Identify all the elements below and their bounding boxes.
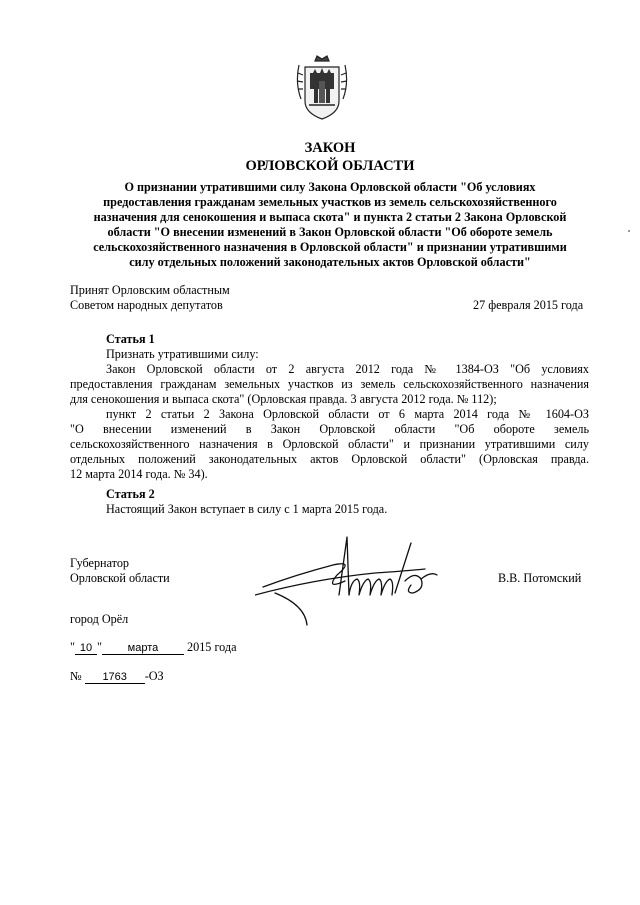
- governor-name: В.В. Потомский: [498, 571, 582, 585]
- date-day: 10: [75, 642, 97, 655]
- governor-title-line1: Губернатор: [70, 556, 130, 570]
- quote-close: ": [96, 640, 102, 654]
- paragraph-line: 12 марта 2014 года. № 34).: [70, 467, 208, 481]
- law-number: [70, 669, 164, 684]
- subtitle-line: О признании утратившими силу Закона Орловской области "Об условиях: [124, 180, 536, 194]
- subtitle-line: области "О внесении изменений в Закон Орловской области "Об обороте земель: [107, 225, 553, 239]
- article1-intro: Признать утратившими силу:: [106, 347, 259, 361]
- article2-heading: Статья 2: [106, 487, 155, 501]
- signing-date: [70, 640, 237, 655]
- governor-title-line2: Орловской области: [70, 571, 170, 585]
- paragraph-line: отдельных положений законодательных актов Орловской области" (Орловская правда.: [70, 452, 589, 466]
- document-region-title: ОРЛОВСКОЙ ОБЛАСТИ: [245, 158, 415, 174]
- coat-of-arms-emblem: [295, 53, 349, 123]
- subtitle-line: сельскохозяйственного назначения в Орловской области" и признании утратившими: [93, 240, 567, 254]
- number-sign: №: [70, 669, 82, 683]
- paragraph-line: предоставления гражданам земельных участков из земель сельскохозяйственного назначения: [70, 377, 589, 391]
- governor-signature: [255, 535, 445, 635]
- paragraph-line: "О внесении изменений в Закон Орловской области "Об обороте земель: [70, 422, 589, 436]
- date-year: 2015 года: [187, 640, 237, 654]
- paragraph-line: сельскохозяйственного назначения в Орловской области" и признании утратившими силу: [70, 437, 589, 451]
- date-month: марта: [102, 642, 184, 655]
- adopted-by-line1: Принят Орловским областным: [70, 283, 230, 297]
- article1-paragraph2: [70, 407, 589, 482]
- city: город Орёл: [70, 612, 129, 626]
- document-title: ЗАКОН: [304, 140, 356, 156]
- quote-open: ": [70, 640, 75, 654]
- number-suffix: -ОЗ: [144, 669, 164, 683]
- subtitle-line: назначения для сенокошения и выпаса скота" и пункта 2 статьи 2 Закона Орловской: [93, 210, 567, 224]
- article1-paragraph1: [70, 362, 589, 407]
- paragraph-line: пункт 2 статьи 2 Закона Орловской области от 6 марта 2014 года № 1604-ОЗ: [106, 407, 589, 421]
- adopted-by-line2: Советом народных депутатов: [70, 298, 223, 312]
- subtitle-line: предоставления гражданам земельных участков из земель сельскохозяйственного: [103, 195, 557, 209]
- article1-heading: Статья 1: [106, 332, 155, 346]
- subtitle-line: силу отдельных положений законодательных актов Орловской области": [129, 255, 531, 269]
- adoption-date: 27 февраля 2015 года: [473, 298, 584, 312]
- scan-speck: [628, 230, 630, 232]
- law-subtitle: [60, 180, 600, 270]
- article2-text: Настоящий Закон вступает в силу с 1 марта 2015 года.: [106, 502, 388, 516]
- paragraph-line: для сенокошения и выпаса скота" (Орловская правда. 3 августа 2012 года. № 112);: [70, 392, 497, 406]
- number-value: 1763: [85, 671, 145, 684]
- paragraph-line: Закон Орловской области от 2 августа 2012 года № 1384-ОЗ "Об условиях: [106, 362, 589, 376]
